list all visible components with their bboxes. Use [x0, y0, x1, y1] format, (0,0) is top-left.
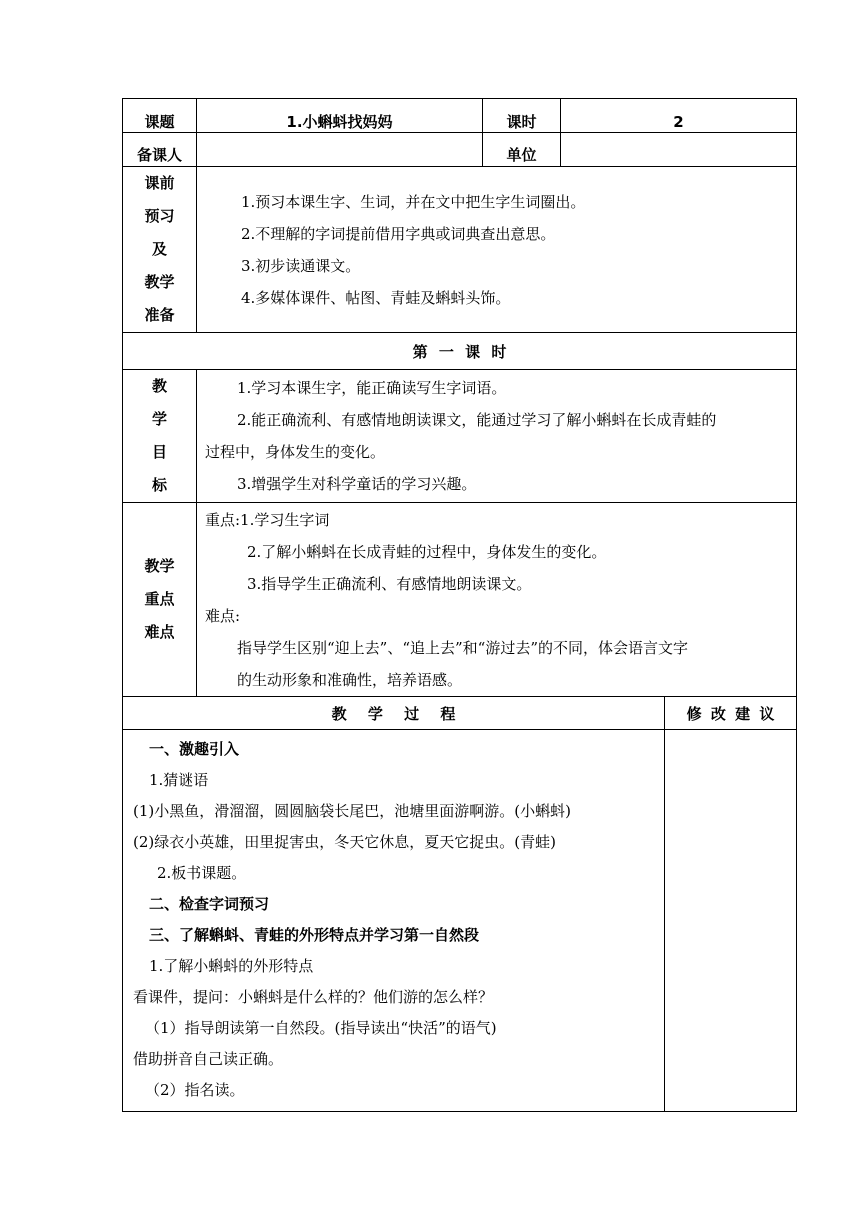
topic-row [123, 99, 797, 133]
focus-row [123, 503, 797, 697]
goal-item: 1.学习本课生字，能正确读写生字词语。 [237, 379, 507, 397]
focus-label-line: 教学 [144, 557, 175, 575]
lesson-title: 第 一 课 时 [123, 333, 797, 370]
process-row [123, 730, 797, 1112]
key-point-line: 重点:1.学习生字词 [205, 510, 330, 529]
preparer-value [197, 133, 483, 167]
prep-label-line: 课前 [144, 174, 175, 192]
process-line: 1.了解小蝌蚪的外形特点 [149, 957, 314, 975]
process-header-row [123, 697, 797, 730]
goals-content [197, 370, 797, 503]
process-line: 看课件，提问：小蝌蚪是什么样的？他们游的怎么样？ [133, 988, 494, 1006]
lesson-plan-document [122, 98, 796, 1112]
goal-item: 2.能正确流利、有感情地朗读课文，能通过学习了解小蝌蚪在长成青蛙的 [237, 411, 717, 429]
prep-label-line: 教学 [144, 273, 175, 291]
difficulty-label: 难点: [205, 606, 241, 625]
goals-label-line: 标 [151, 476, 167, 494]
difficulty-line: 的生动形象和准确性，培养语感。 [237, 670, 463, 689]
goals-label [123, 370, 197, 503]
prep-item: 3.初步读通课文。 [241, 256, 361, 275]
hours-value: 2 [561, 99, 797, 133]
difficulty-line: 指导学生区别“迎上去”、“追上去”和“游过去”的不同，体会语言文字 [237, 638, 689, 657]
topic-label: 课题 [123, 99, 197, 133]
process-line: （1）指导朗读第一自然段。(指导读出“快活”的语气) [145, 1019, 497, 1037]
process-header: 教 学 过 程 [123, 697, 665, 730]
topic-value: 1.小蝌蚪找妈妈 [197, 99, 483, 133]
process-line: 2.板书课题。 [157, 864, 247, 882]
prep-label-line: 及 [151, 240, 167, 258]
goals-row [123, 370, 797, 503]
unit-label: 单位 [483, 133, 561, 167]
process-line: 1.猜谜语 [149, 771, 209, 789]
goal-item: 3.增强学生对科学童话的学习兴趣。 [237, 475, 477, 493]
goal-item-continued: 过程中，身体发生的变化。 [205, 443, 386, 461]
goals-label-line: 学 [151, 410, 167, 428]
suggestion-content [665, 730, 797, 1112]
process-line: 借助拼音自己读正确。 [133, 1050, 284, 1068]
key-point-line: 2.了解小蝌蚪在长成青蛙的过程中，身体发生的变化。 [247, 542, 607, 561]
prep-label-line: 预习 [144, 207, 175, 225]
focus-label-line: 重点 [144, 590, 175, 608]
lesson-title-row [123, 333, 797, 370]
key-point-line: 3.指导学生正确流利、有感情地朗读课文。 [247, 574, 532, 593]
prep-item: 1.预习本课生字、生词，并在文中把生字生词圈出。 [241, 192, 586, 211]
focus-content [197, 503, 797, 697]
process-section-heading: 二、检查字词预习 [149, 895, 270, 913]
hours-label: 课时 [483, 99, 561, 133]
process-section-heading: 三、了解蝌蚪、青蛙的外形特点并学习第一自然段 [149, 926, 480, 944]
prep-label [123, 167, 197, 333]
process-line: (1)小黑鱼，滑溜溜，圆圆脑袋长尾巴，池塘里面游啊游。(小蝌蚪) [133, 802, 571, 820]
lesson-plan-table [122, 98, 797, 1112]
prep-item: 4.多媒体课件、帖图、青蛙及蝌蚪头饰。 [241, 288, 511, 307]
suggestion-header: 修 改 建 议 [665, 697, 797, 730]
preparer-label: 备课人 [123, 133, 197, 167]
unit-value [561, 133, 797, 167]
focus-label [123, 503, 197, 697]
goals-label-line: 目 [151, 443, 167, 461]
process-content [123, 730, 665, 1112]
process-section-heading: 一、激趣引入 [149, 740, 240, 758]
process-line: (2)绿衣小英雄，田里捉害虫，冬天它休息，夏天它捉虫。(青蛙) [133, 833, 556, 851]
preparer-row [123, 133, 797, 167]
focus-label-line: 难点 [144, 623, 175, 641]
prep-content [197, 167, 797, 333]
process-line: （2）指名读。 [145, 1081, 245, 1099]
prep-label-line: 准备 [144, 306, 175, 324]
goals-label-line: 教 [151, 377, 167, 395]
prep-item: 2.不理解的字词提前借用字典或词典查出意思。 [241, 224, 556, 243]
prep-row [123, 167, 797, 333]
